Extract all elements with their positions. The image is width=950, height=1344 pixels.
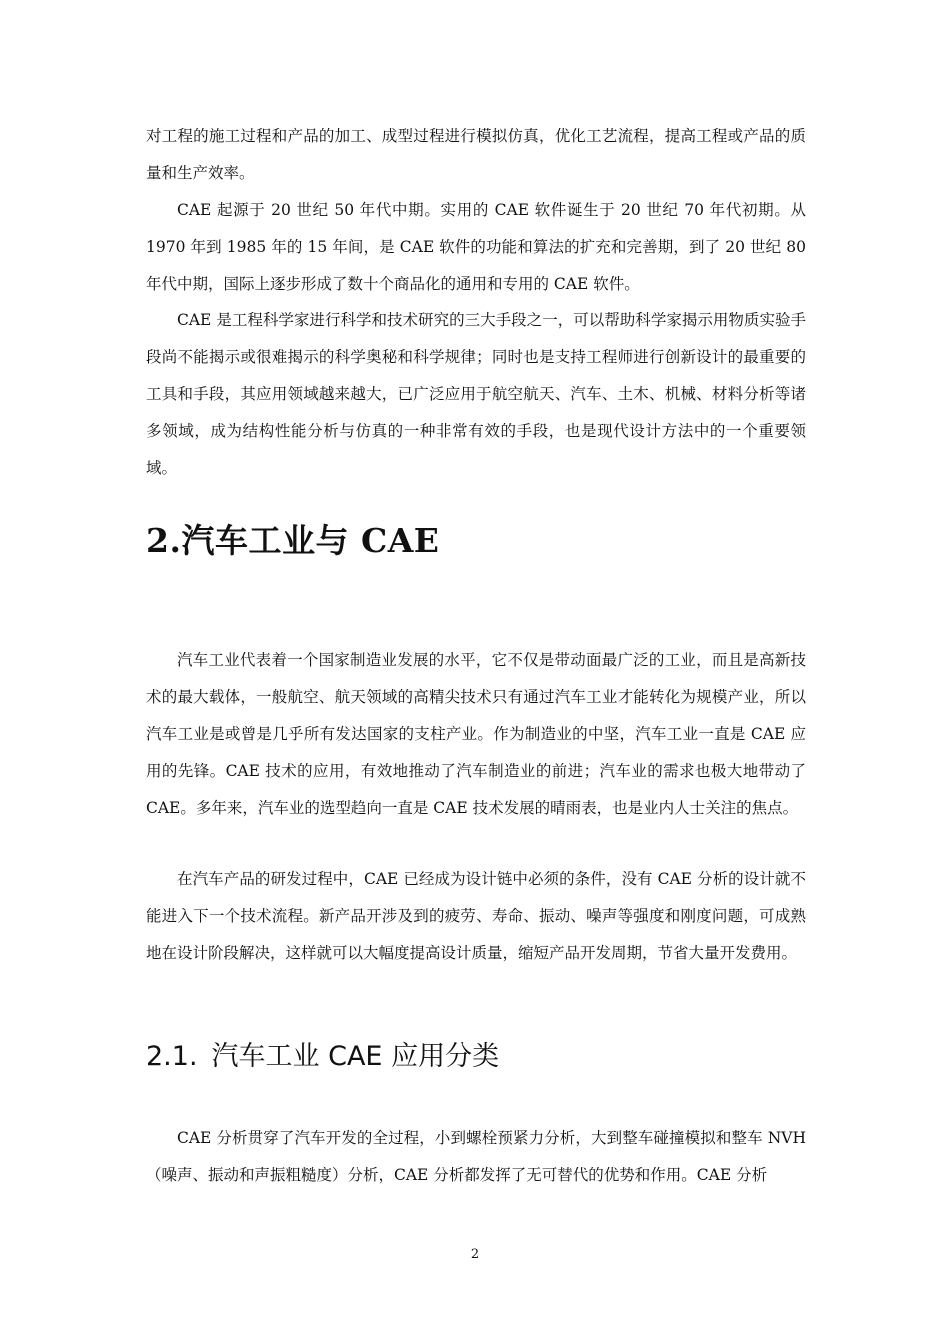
- page-number: 2: [470, 1247, 480, 1262]
- section-title: 汽车工业与 CAE: [181, 521, 440, 560]
- paragraph-auto-development: 在汽车产品的研发过程中，CAE 已经成为设计链中必须的条件，没有 CAE 分析的设计就不能进入下一个技术流程。新产品开涉及到的疲劳、寿命、振动、噪声等强度和刚度问题，可成熟地在设计阶段解决，这样就可以大幅度提高设计质量，缩短产品开发周期，节省大量开发费用。: [146, 870, 806, 962]
- paragraph-cae-history: CAE 起源于 20 世纪 50 年代中期。实用的 CAE 软件诞生于 20 世纪 70 年代初期。从 1970 年到 1985 年的 15 年间，是 CAE 软件的功能和算法的扩充和完善期，到了 20 世纪 80 年代中期，国际上逐步形成了数十个商品化的通用和专用的 CAE 软件。: [146, 201, 806, 293]
- paragraph-simulation-intro: 对工程的施工过程和产品的加工、成型过程进行模拟仿真，优化工艺流程，提高工程或产品的质量和生产效率。: [146, 127, 806, 182]
- subsection-title: 汽车工业 CAE 应用分类: [211, 1041, 500, 1072]
- paragraph-auto-industry: 汽车工业代表着一个国家制造业发展的水平，它不仅是带动面最广泛的工业，而且是高新技术的最大载体，一般航空、航天领域的高精尖技术只有通过汽车工业才能转化为规模产业，所以汽车工业是或曾是几乎所有发达国家的支柱产业。作为制造业的中坚，汽车工业一直是 CAE 应用的先锋。CAE 技术的应用，有效地推动了汽车制造业的前进；汽车业的需求也极大地带动了 CAE。多年来，汽车业的选型趋向一直是 CAE 技术发展的晴雨表，也是业内人士关注的焦点。: [146, 651, 806, 817]
- paragraph-cae-analysis: CAE 分析贯穿了汽车开发的全过程，小到螺栓预紧力分析，大到整车碰撞模拟和整车 NVH（噪声、振动和声振粗糙度）分析，CAE 分析都发挥了无可替代的优势和作用。CAE 分析: [146, 1129, 806, 1184]
- subsection-number: 2.1.: [146, 1041, 198, 1072]
- subsection-heading: [146, 1034, 499, 1073]
- section-heading: [146, 515, 439, 562]
- paragraph-cae-significance: CAE 是工程科学家进行科学和技术研究的三大手段之一，可以帮助科学家揭示用物质实验手段尚不能揭示或很难揭示的科学奥秘和科学规律；同时也是支持工程师进行创新设计的最重要的工具和手段，其应用领域越来越大，已广泛应用于航空航天、汽车、土木、机械、材料分析等诸多领域，成为结构性能分析与仿真的一种非常有效的手段，也是现代设计方法中的一个重要领域。: [146, 311, 806, 477]
- section-number: 2.: [146, 521, 182, 560]
